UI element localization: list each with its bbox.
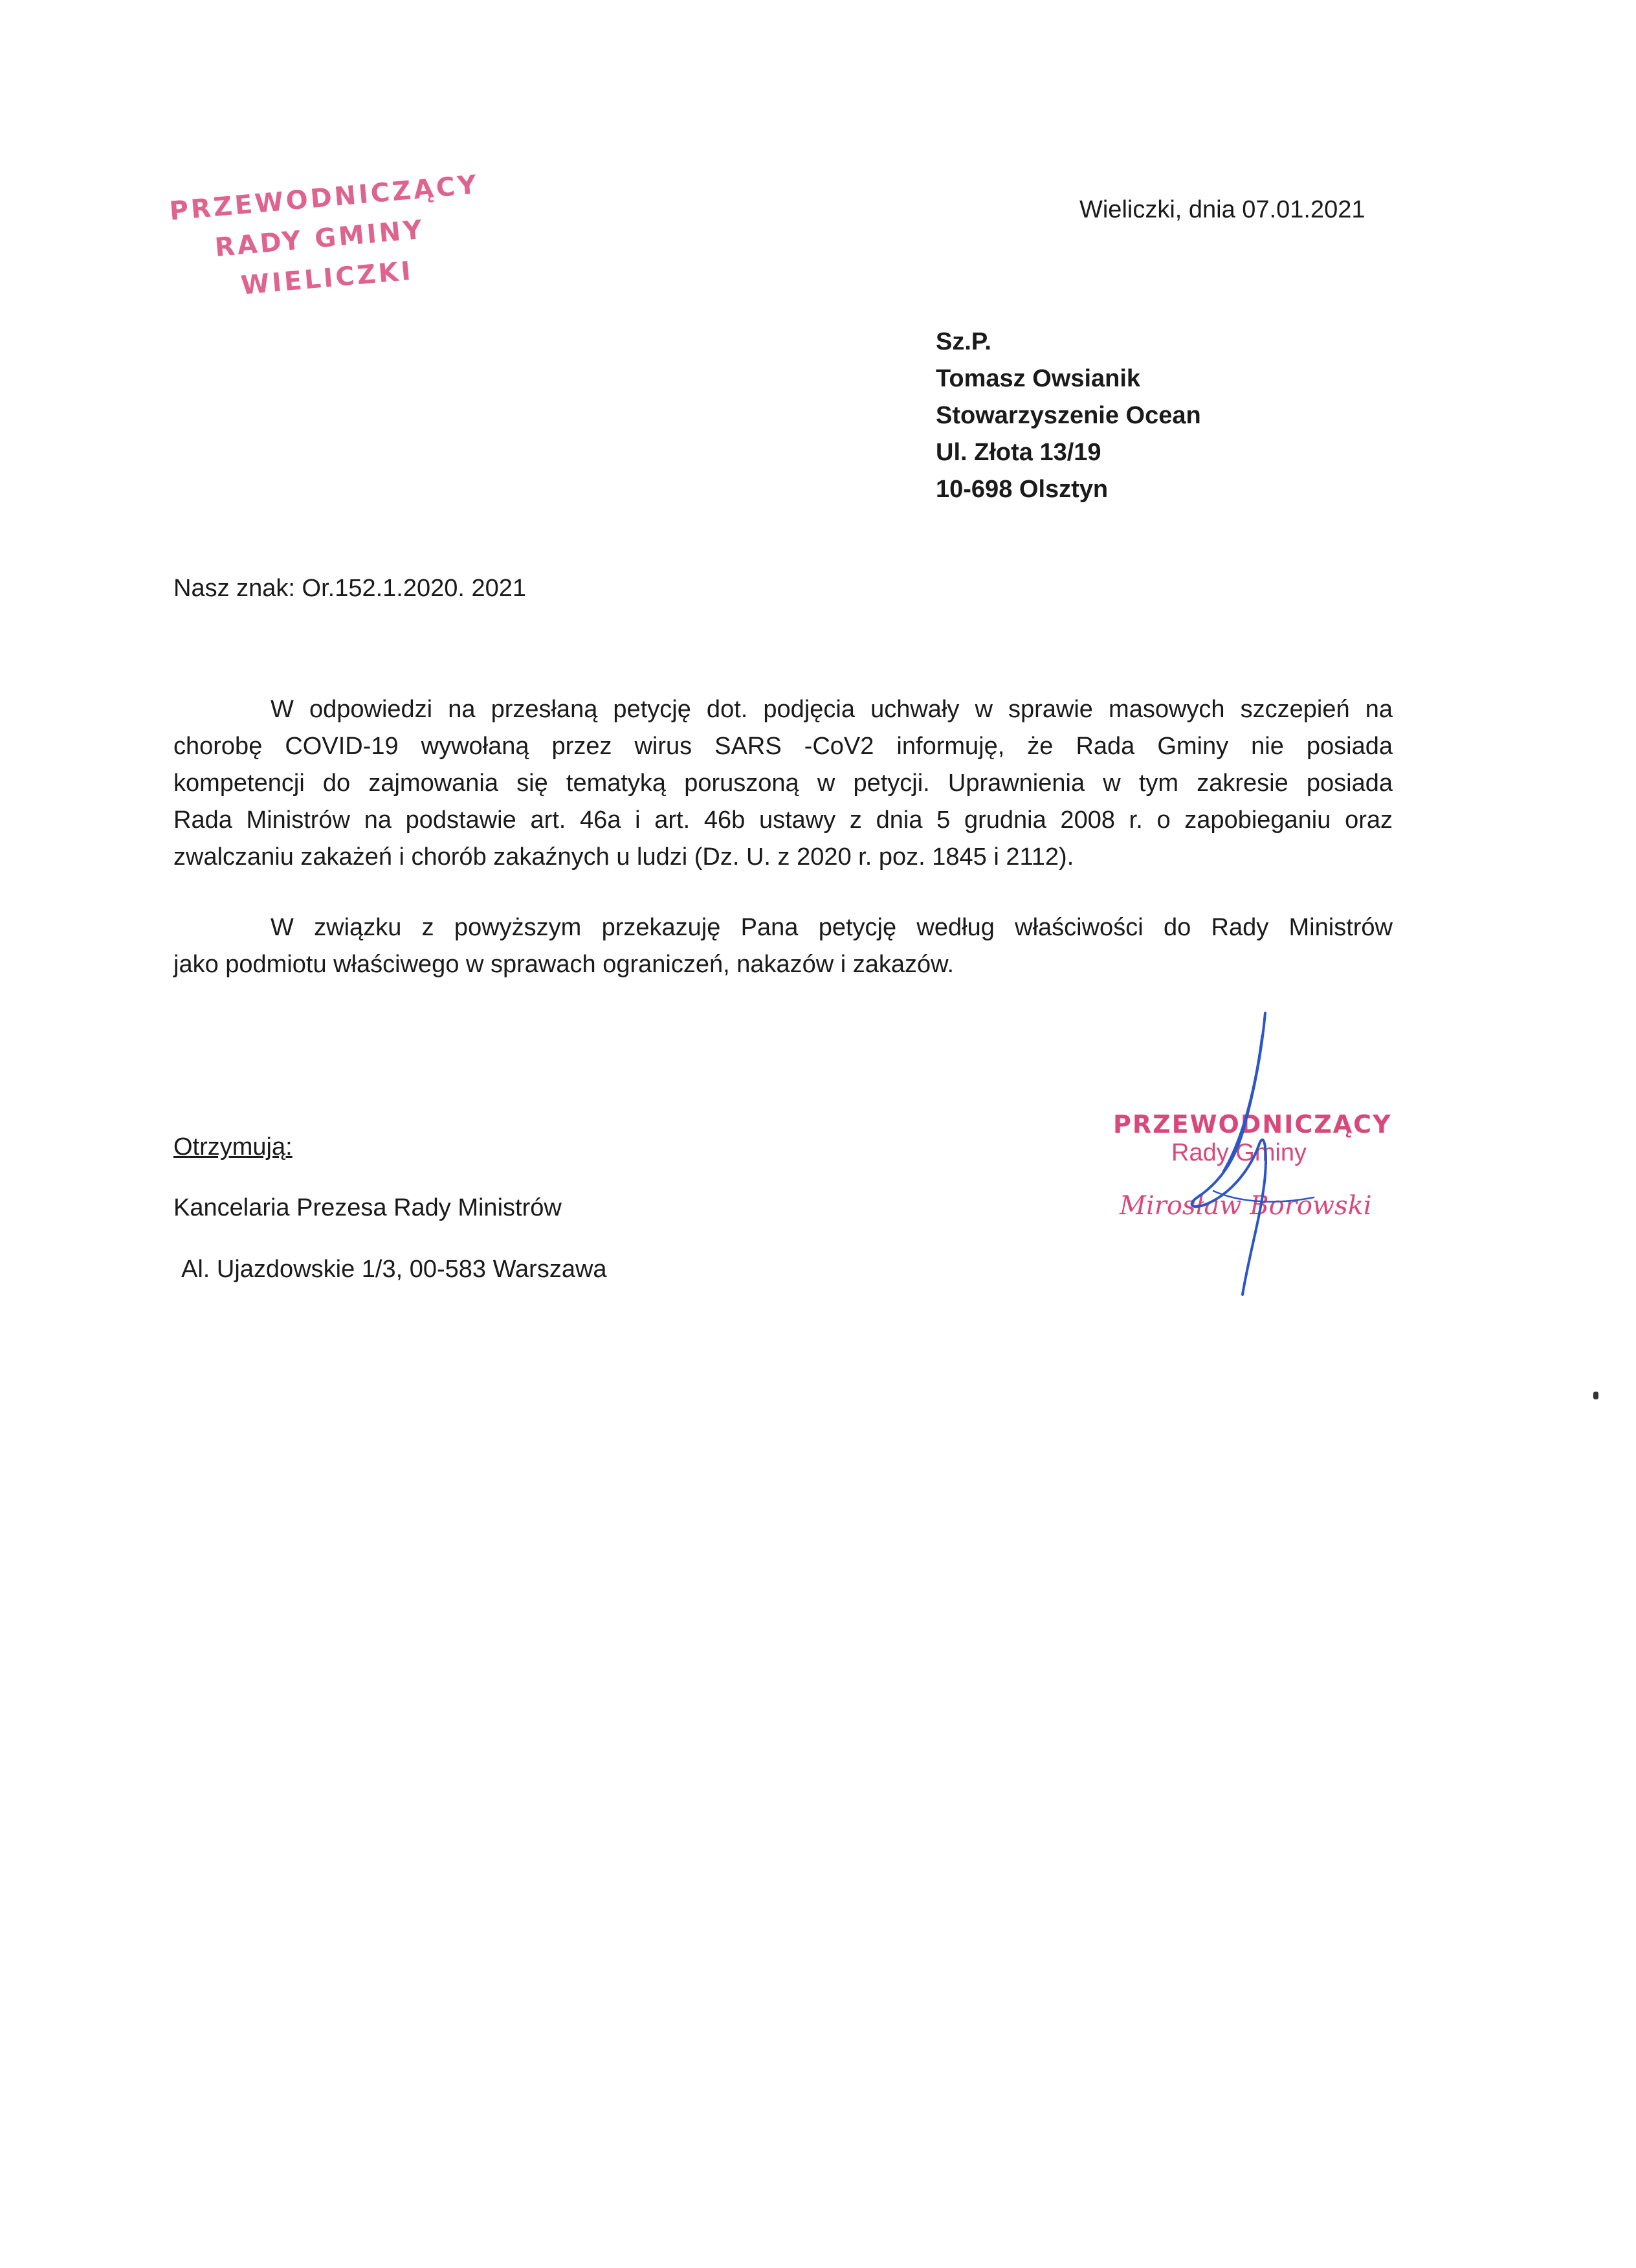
addressee-city: 10-698 Olsztyn xyxy=(936,476,1109,503)
addressee-block xyxy=(936,324,1201,508)
paragraph-line: jako podmiotu właściwego w sprawach ograniczeń, nakazów i zakazów. xyxy=(173,951,955,978)
addressee-name: Tomasz Owsianik xyxy=(936,365,1141,392)
addressee-organization: Stowarzyszenie Ocean xyxy=(936,402,1201,429)
stamp-line-municipality: WIELICZKI xyxy=(239,256,415,301)
paragraph-line: W odpowiedzi na przesłaną petycję dot. podjęcia uchwały w sprawie masowych szczepień na xyxy=(271,696,1393,723)
addressee-salutation: Sz.P. xyxy=(936,328,991,355)
paragraph-line: zwalczaniu zakażeń i chorób zakaźnych u ludzi (Dz. U. z 2020 r. poz. 1845 i 2112). xyxy=(173,843,1074,871)
letter-date: Wieliczki, dnia 07.01.2021 xyxy=(1079,196,1365,223)
body-paragraph-1 xyxy=(173,691,1393,876)
paragraph-line: Rada Ministrów na podstawie art. 46a i art. 46b ustawy z dnia 5 grudnia 2008 r. o zapobieganiu oraz xyxy=(173,806,1393,834)
stamp-line-title: PRZEWODNICZĄCY xyxy=(168,170,480,227)
reference-number: Nasz znak: Or.152.1.2020. 2021 xyxy=(173,575,527,602)
recipients-heading: Otrzymują: xyxy=(173,1133,293,1161)
council-chairman-stamp xyxy=(162,170,482,320)
signature-stamp-council: Rady Gminy xyxy=(1171,1139,1307,1166)
body-paragraph-2 xyxy=(173,909,1393,983)
paragraph-line: W związku z powyższym przekazuję Pana petycję według właściwości do Rady Ministrów xyxy=(271,914,1393,941)
handwritten-signature xyxy=(1152,1010,1359,1301)
scan-speck xyxy=(1593,1392,1598,1399)
addressee-street: Ul. Złota 13/19 xyxy=(936,439,1101,466)
recipient-address: Al. Ujazdowskie 1/3, 00-583 Warszawa xyxy=(181,1256,607,1283)
signature-stamp-name: Mirosław Borowski xyxy=(1120,1191,1372,1221)
signature-stamp-title: PRZEWODNICZĄCY xyxy=(1113,1110,1392,1139)
stamp-line-council: RADY GMINY xyxy=(214,214,426,263)
paragraph-line: kompetencji do zajmowania się tematyką poruszoną w petycji. Uprawnienia w tym zakresie posiada xyxy=(173,770,1393,797)
paragraph-line: chorobę COVID-19 wywołaną przez wirus SARS -CoV2 informuję, że Rada Gminy nie posiada xyxy=(173,733,1393,760)
recipient-office: Kancelaria Prezesa Rady Ministrów xyxy=(173,1194,562,1221)
